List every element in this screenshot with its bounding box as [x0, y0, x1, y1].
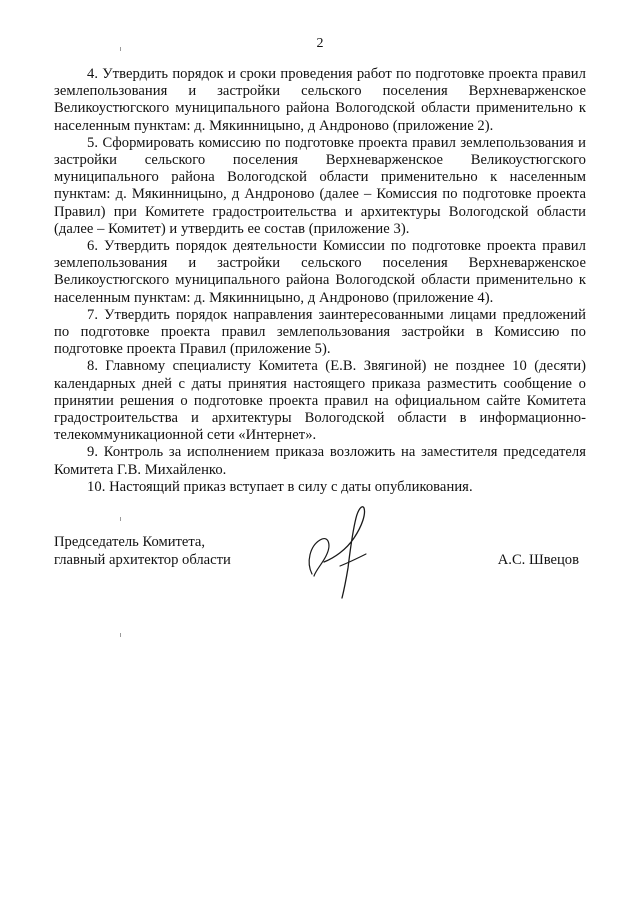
paragraph-5: 5. Сформировать комиссию по подготовке проекта правил землепользования и застройки сельского поселения Верхневарженское Великоустюгского муниципального района Вологодской области применительно к населенным пунктам: д. Мякинницыно, д Андроново (далее – Комиссия по подготовке проекта Правил) при Комитете градостроительства и архитектуры Вологодской области (далее – Комитет) и утвердить ее состав (приложение 3). [54, 134, 586, 237]
handwritten-signature [300, 500, 390, 600]
paragraph-6: 6. Утвердить порядок деятельности Комиссии по подготовке проекта правил землепользования и застройки сельского поселения Верхневарженское Великоустюгского муниципального района Вологодской области применительно к населенным пунктам: д. Мякинницыно, д Андроново (приложение 4). [54, 238, 586, 306]
paragraph-9: 9. Контроль за исполнением приказа возложить на заместителя председателя Комитета Г.В. Михайленко. [54, 444, 586, 478]
paragraph-7: 7. Утвердить порядок направления заинтересованными лицами предложений по подготовке проекта правил землепользования застройки в Комиссию по подготовке проекта Правил (приложение 5). [54, 306, 586, 358]
page-number: 2 [316, 36, 324, 51]
signatory-position-line-2: главный архитектор области [54, 551, 231, 568]
paragraph-8: 8. Главному специалисту Комитета (Е.В. Звягиной) не позднее 10 (десяти) календарных дней с даты принятия настоящего приказа разместить сообщение о принятии решения о подготовке проекта правил на официальном сайте Комитета градостроительства и архитектуры Вологодской области в информационно-телекоммуникационной сети «Интернет». [54, 358, 586, 444]
paragraph-4: 4. Утвердить порядок и сроки проведения работ по подготовке проекта правил землепользования и застройки сельского поселения Верхневарженское Великоустюгского муниципального района Вологодской области применительно к населенным пунктам: д. Мякинницыно, д Андроново (приложение 2). [54, 66, 586, 134]
paragraph-10: 10. Настоящий приказ вступает в силу с даты опубликования. [87, 478, 473, 495]
signatory-name: А.С. Швецов [497, 551, 579, 568]
document-body [54, 66, 586, 496]
scan-speck [120, 517, 121, 521]
scan-speck [120, 47, 121, 51]
signatory-position-line-1: Председатель Комитета, [54, 534, 206, 550]
signatory-position [54, 534, 314, 569]
scan-speck [120, 633, 121, 637]
